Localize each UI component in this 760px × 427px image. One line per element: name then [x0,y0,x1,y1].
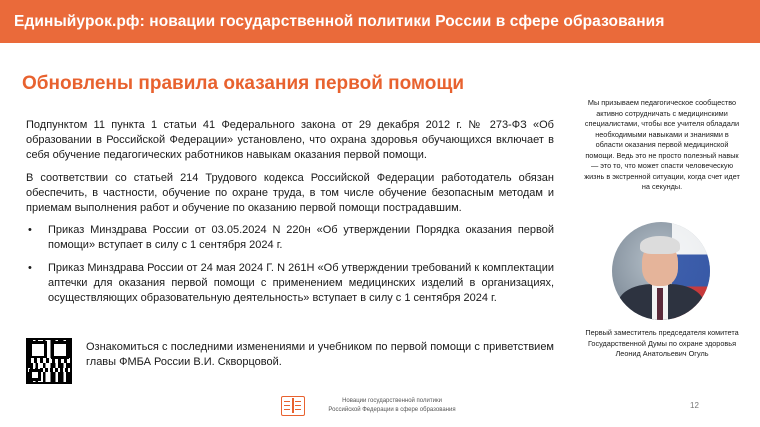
main-content [26,118,554,313]
qr-block [26,338,554,384]
paragraph-2: В соответствии со статьей 214 Трудового кодекса Российской Федерации работодатель обязан обеспечить, в частности, обучение по охране труда, в том числе обучение безопасным методам и приемам выполнения работ и обучение по оказанию первой помощи пострадавшим. [26,171,554,215]
footer-line-2: Российской Федерации в сфере образования [328,406,456,413]
book-logo-icon [281,396,305,416]
qr-code-icon[interactable] [26,338,72,384]
header-title: Единыйурок.рф: новации государственной политики России в сфере образования [14,12,665,30]
footer-line-1: Новации государственной политики [342,398,442,404]
portrait-photo [612,222,710,320]
bullet-marker: • [28,224,32,237]
bullet-list [26,223,554,306]
slide-title: Обновлены правила оказания первой помощи [22,73,465,94]
bullet-marker: • [28,261,32,274]
list-item [26,223,554,253]
bullet-text-1: Приказ Минздрава России от 03.05.2024 N 220н «Об утверждении Порядка оказания первой помощи» вступает в силу с 1 сентября 2024 г. [48,224,554,252]
bullet-text-2: Приказ Минздрава России от 24 мая 2024 Г. N 261Н «Об утверждении требований к комплектации аптечки для оказания первой помощи с применением медицинских изделий в организациях, осуществляющих образовательную деятельность» вступает в силу с 1 сентября 2024 г. [48,261,554,305]
footer-text [312,397,472,414]
qr-description: Ознакомиться с последними изменениями и учебником по первой помощи с приветствием главы ФМБА России В.И. Скворцовой. [86,341,554,369]
quote-text: Мы призываем педагогическое сообщество активно сотрудничать с медицинскими специалистами, чтобы все учителя обладали необходимыми навыками и знаниями в области оказания первой медицинской помощи. Ведь это не просто полезный навык — это то, что может спасти человеческую жизнь в экстренной ситуации, когда счет идет на секунды. [584,98,740,191]
portrait-caption: Первый заместитель председателя комитета Государственной Думы по охране здоровья Леонид Анатольевич Огуль [585,328,739,358]
list-item [26,261,554,307]
paragraph-1: Подпунктом 11 пункта 1 статьи 41 Федерального закона от 29 декабря 2012 г. № 273-ФЗ «Об образовании в Российской Федерации» установлено, что охрана здоровья обучающихся включает в себя обучение педагогических работников навыкам оказания первой помощи. [26,119,554,162]
page-number: 12 [690,401,699,410]
header-bar [0,0,760,43]
